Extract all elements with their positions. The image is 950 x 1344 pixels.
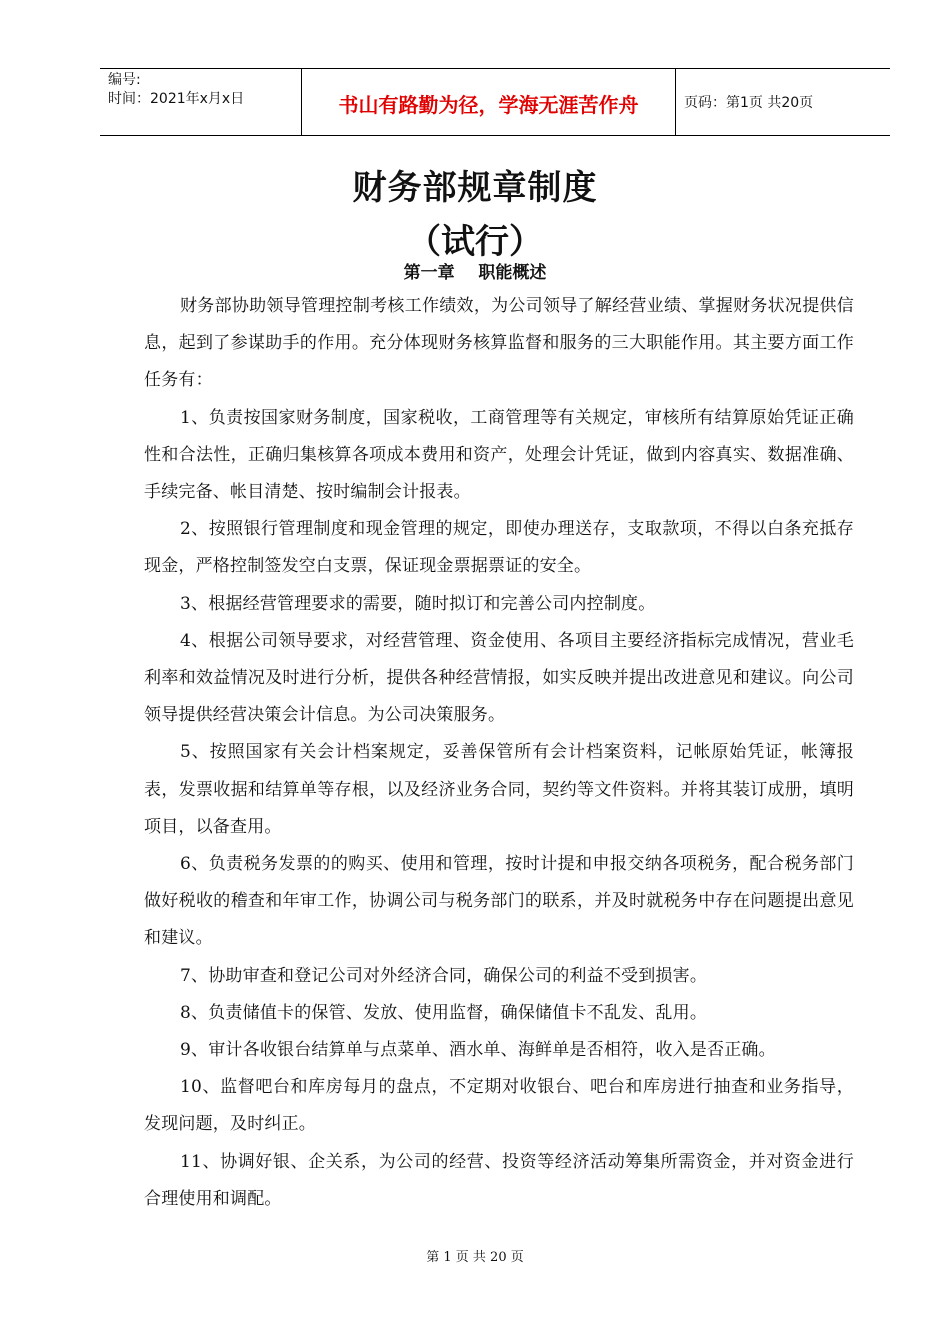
- paragraph: 8、负责储值卡的保管、发放、使用监督，确保储值卡不乱发、乱用。: [180, 1002, 708, 1023]
- document-title: 财务部规章制度: [352, 168, 598, 208]
- paragraph: 2、按照银行管理制度和现金管理的规定，即使办理送存，支取款项，不得以白条充抵存现金，严格控制签发空白支票，保证现金票据票证的安全。: [144, 519, 854, 577]
- paragraph: 1、负责按国家财务制度，国家税收，工商管理等有关规定，审核所有结算原始凭证正确性和合法性，正确归集核算各项成本费用和资产，处理会计凭证，做到内容真实、数据准确、手续完备、帐目清楚、按时编制会计报表。: [144, 407, 854, 503]
- paragraph: 10、监督吧台和库房每月的盘点，不定期对收银台、吧台和库房进行抽查和业务指导，发现问题，及时纠正。: [144, 1077, 854, 1135]
- page-footer: 第 1 页 共 20 页: [426, 1250, 524, 1265]
- document-subtitle: （试行）: [407, 222, 543, 262]
- header-page-cell: [676, 69, 890, 135]
- paragraph: 11、协调好银、企关系，为公司的经营、投资等经济活动筹集所需资金，并对资金进行合理使用和调配。: [144, 1151, 854, 1209]
- header-meta-cell: [100, 69, 302, 135]
- serial-number-label: 编号:: [108, 72, 141, 88]
- time-label: 时间：2021年x月x日: [108, 91, 245, 107]
- paragraph: 财务部协助领导管理控制考核工作绩效，为公司领导了解经营业绩、掌握财务状况提供信息，起到了参谋助手的作用。充分体现财务核算监督和服务的三大职能作用。其主要方面工作任务有：: [144, 296, 854, 391]
- header-motto-cell: [302, 69, 676, 135]
- paragraph: 3、根据经营管理要求的需要，随时拟订和完善公司内控制度。: [180, 593, 656, 614]
- paragraph: 9、审计各收银台结算单与点菜单、酒水单、海鲜单是否相符，收入是否正确。: [180, 1040, 776, 1061]
- paragraph: 7、协助审查和登记公司对外经济合同，确保公司的利益不受到损害。: [180, 965, 708, 986]
- chapter-heading: 第一章 职能概述: [403, 263, 547, 283]
- motto-text: 书山有路勤为径，学海无涯苦作舟: [338, 92, 639, 117]
- paragraph: 5、按照国家有关会计档案规定，妥善保管所有会计档案资料，记帐原始凭证，帐簿报表，发票收据和结算单等存根，以及经济业务合同，契约等文件资料。并将其装订成册，填明项目，以备查用。: [144, 742, 854, 837]
- paragraph: 6、负责税务发票的的购买、使用和管理，按时计提和申报交纳各项税务，配合税务部门做好税收的稽查和年审工作，协调公司与税务部门的联系，并及时就税务中存在问题提出意见和建议。: [144, 854, 854, 949]
- paragraph: 4、根据公司领导要求，对经营管理、资金使用、各项目主要经济指标完成情况，营业毛利率和效益情况及时进行分析，提供各种经营情报，如实反映并提出改进意见和建议。向公司领导提供经营决策会计信息。为公司决策服务。: [144, 630, 854, 726]
- header-table: [100, 68, 890, 136]
- page-info: 页码：第1页 共20页: [684, 95, 814, 111]
- document-body: [144, 288, 854, 1218]
